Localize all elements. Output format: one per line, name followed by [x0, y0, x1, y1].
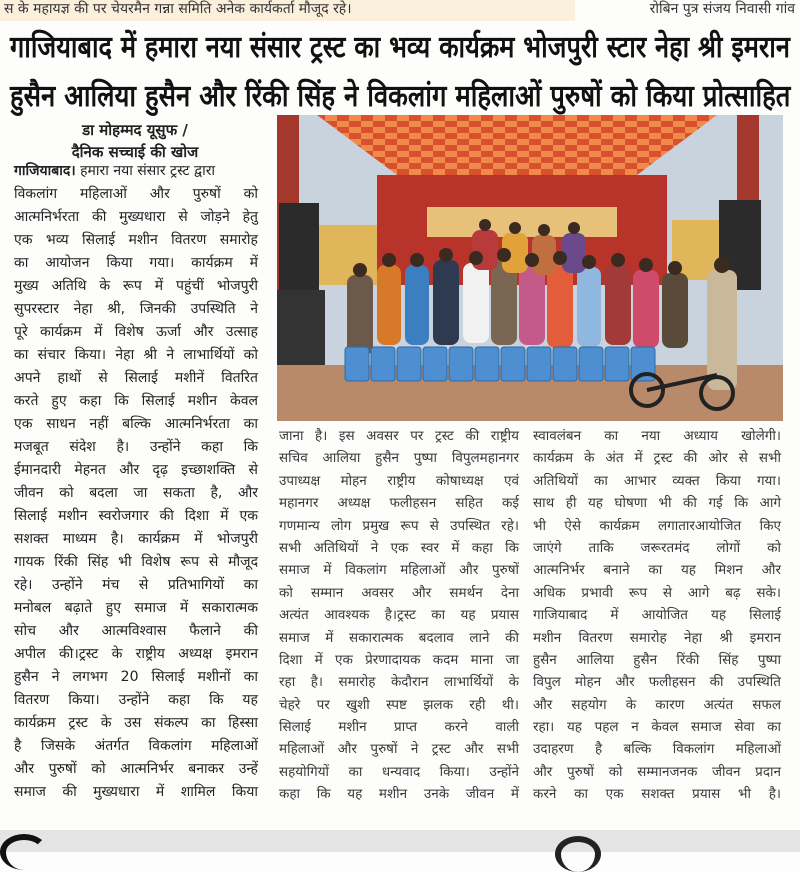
article-line: विपुल मोहन और फलीहसन की उपस्थिति — [533, 674, 781, 691]
article-line: हुसैन ने लगभग 20 सिलाई मशीनों का — [14, 669, 258, 685]
article-line: अपने हाथों से सिलाई मशीनें वितरित — [14, 370, 258, 386]
article-line: जाना है। इस अवसर पर ट्रस्ट की राष्ट्रीय — [279, 428, 519, 444]
article-line: सिलाई मशीन स्वरोजगार की दिशा में एक — [14, 508, 258, 524]
article-line: मजबूत संदेश है। उन्होंने कहा कि — [14, 439, 258, 455]
article-column-1 — [14, 160, 258, 804]
article-line: आत्मनिर्भरता की मुख्यधारा से जोड़ने हेतु — [14, 209, 258, 225]
article-line: सिलाई मशीन प्राप्त करने वाली — [279, 719, 519, 736]
article-line: मनोबल बढ़ाते हुए समाज में सकारात्मक — [14, 600, 258, 616]
dateline: गाजियाबाद। — [14, 163, 76, 179]
article-line: महानगर अध्यक्ष फलीहसन सहित कई — [279, 495, 519, 512]
article-line: गणमान्य लोग प्रमुख रूप से उपस्थित रहे। — [279, 517, 519, 534]
article-line: करते हुए कहा कि सिलाई मशीन केवल — [14, 393, 258, 409]
article-line: पूरे कार्यक्रम में विशेष ऊर्जा और उत्साह — [14, 324, 258, 340]
headline-line-2: हुसैन आलिया हुसैन और रिंकी सिंह ने विकलांग महिलाओं पुरुषों को किया प्रोत्साहित — [10, 79, 791, 114]
article-line: को सम्मान अवसर और समर्थन देना — [279, 584, 519, 601]
article-line: है जिसके अंतर्गत विकलांग महिलाओं — [14, 738, 258, 754]
article-line: अधिक प्रभावी रूप से आगे बढ़ सके। — [533, 584, 781, 601]
article-line: अतिथियों का आभार व्यक्त किया गया। — [533, 472, 781, 489]
article-line: सशक्त माध्यम है। कार्यक्रम में भोजपुरी — [14, 531, 258, 547]
article-column-3 — [533, 425, 781, 806]
top-strip — [0, 0, 800, 21]
article-line: गायक रिंकी सिंह भी विशेष रूप से मौजूद — [14, 554, 258, 570]
article-line: और सहयोग के कारण अत्यंत सफल — [533, 696, 781, 713]
article-line: सचिव आलिया हुसैन पुष्पा विपुलमहानगर — [279, 450, 519, 467]
article-line: कार्यक्रम के अंत में ट्रस्ट की ओर से सभी — [533, 450, 781, 467]
article-line: का आयोजन किया गया। कार्यक्रम में — [14, 255, 258, 271]
article-line: अपील की।ट्रस्ट के राष्ट्रीय अध्यक्ष इमरान — [14, 646, 258, 662]
article-line: सुपरस्टार नेहा श्री, जिनकी उपस्थिति ने — [14, 301, 258, 317]
article-line: दिशा में एक प्रेरणादायक कदम माना जा — [279, 651, 519, 668]
article-line: कहा कि यह मशीन उनके जीवन में — [279, 786, 519, 803]
article-line: रहे। उन्होंने मंच से प्रतिभागियों का — [14, 577, 258, 593]
article-line: कार्यक्रम ट्रस्ट के उस संकल्प का हिस्सा — [14, 715, 258, 731]
article-column-2 — [279, 425, 519, 806]
article-text: हमारा नया संसार ट्रस्ट द्वारा — [75, 163, 216, 179]
article-line: चेहरे पर खुशी स्पष्ट झलक रही थी। — [279, 696, 519, 713]
article-line: जाएंगे ताकि जरूरतमंद लोगों को — [533, 539, 781, 556]
article-line: स्वावलंबन का नया अध्याय खोलेगी। — [533, 428, 781, 444]
adjacent-article-snippet: रोबिन पुत्र संजय निवासी गांव — [649, 1, 795, 17]
article-line: मुख्य अतिथि के रूप में पहुंचीं भोजपुरी — [14, 278, 258, 294]
article-line: उदाहरण है बल्कि विकलांग महिलाओं — [533, 741, 781, 758]
article-line: जीवन को बदला जा सकता है, और — [14, 485, 258, 501]
byline-publication: दैनिक सच्चाई की खोज — [71, 143, 199, 161]
article-line: ईमानदारी मेहनत और दृढ़ इच्छाशक्ति से — [14, 462, 258, 478]
byline-author: डा मोहम्मद यूसुफ / — [82, 121, 188, 139]
article-line: हुसैन आलिया हुसैन रिंकी सिंह पुष्पा — [533, 651, 781, 668]
article-line: आत्मनिर्भर बनाने का यह मिशन और — [533, 562, 781, 579]
event-photo-illustration — [277, 115, 783, 421]
article-line: अत्यंत आवश्यक है।ट्रस्ट का यह प्रयास — [279, 607, 519, 624]
article-line: करने का एक सशक्त प्रयास भी है। — [533, 786, 781, 803]
article-line: का संचार किया। नेहा श्री ने लाभार्थियों को — [14, 347, 258, 363]
article-line: समाज में सकारात्मक बदलाव लाने की — [279, 629, 519, 646]
headline-fragment-glyph — [0, 834, 48, 870]
article-line: गाजियाबाद में आयोजित यह सिलाई — [533, 607, 781, 624]
article-line: सभी अतिथियों ने एक स्वर में कहा कि — [279, 539, 519, 556]
article-line: और पुरुषों को सम्मानजनक जीवन प्रदान — [533, 763, 781, 780]
article-line: एक भव्य सिलाई मशीन वितरण समारोह — [14, 232, 258, 248]
article-line: भी ऐसे कार्यक्रम लगातारआयोजित किए — [533, 517, 781, 534]
article-line: मशीन वितरण समारोह नेहा श्री इमरान — [533, 629, 781, 646]
headline-fragment-glyph — [555, 836, 601, 872]
article-line: और पुरुषों को आत्मनिर्भर बनाकर उन्हें — [14, 761, 258, 777]
article-line: समाज में विकलांग महिलाओं और पुरुषों — [279, 562, 519, 579]
article-line: सोच और आत्मविश्वास फैलाने की — [14, 623, 258, 639]
article-line — [14, 160, 258, 183]
article-line: सहयोगियों का धन्यवाद किया। उन्होंने — [279, 763, 519, 780]
article-line: विकलांग महिलाओं और पुरुषों को — [14, 186, 258, 202]
article-line: वितरण किया। उन्होंने कहा कि यह — [14, 692, 258, 708]
article-line: रहा है। समारोह केदौरान लाभार्थियों के — [279, 674, 519, 691]
article-line: रहा। यह पहल न केवल समाज सेवा का — [533, 719, 781, 736]
next-article-strip — [0, 830, 800, 852]
article-line: साथ ही यह घोषणा भी की गई कि आगे — [533, 495, 781, 512]
article-line: एक साधन नहीं बल्कि आत्मनिर्भरता का — [14, 416, 258, 432]
headline-line-1: गाजियाबाद में हमारा नया संसार ट्रस्ट का भव्य कार्यक्रम भोजपुरी स्टार नेहा श्री इमरान — [10, 30, 790, 65]
article-line: समाज की मुख्यधारा में शामिल किया — [14, 784, 258, 800]
article-line: उपाध्यक्ष मोहन राष्ट्रीय कोषाध्यक्ष एवं — [279, 472, 519, 489]
article-line: महिलाओं और पुरुषों ने ट्रस्ट और सभी — [279, 741, 519, 758]
previous-article-snippet: स के महायज्ञ की पर चेयरमैन गन्ना समिति अनेक कार्यकर्ता मौजूद रहे। — [0, 0, 575, 21]
article-photo — [277, 115, 783, 421]
